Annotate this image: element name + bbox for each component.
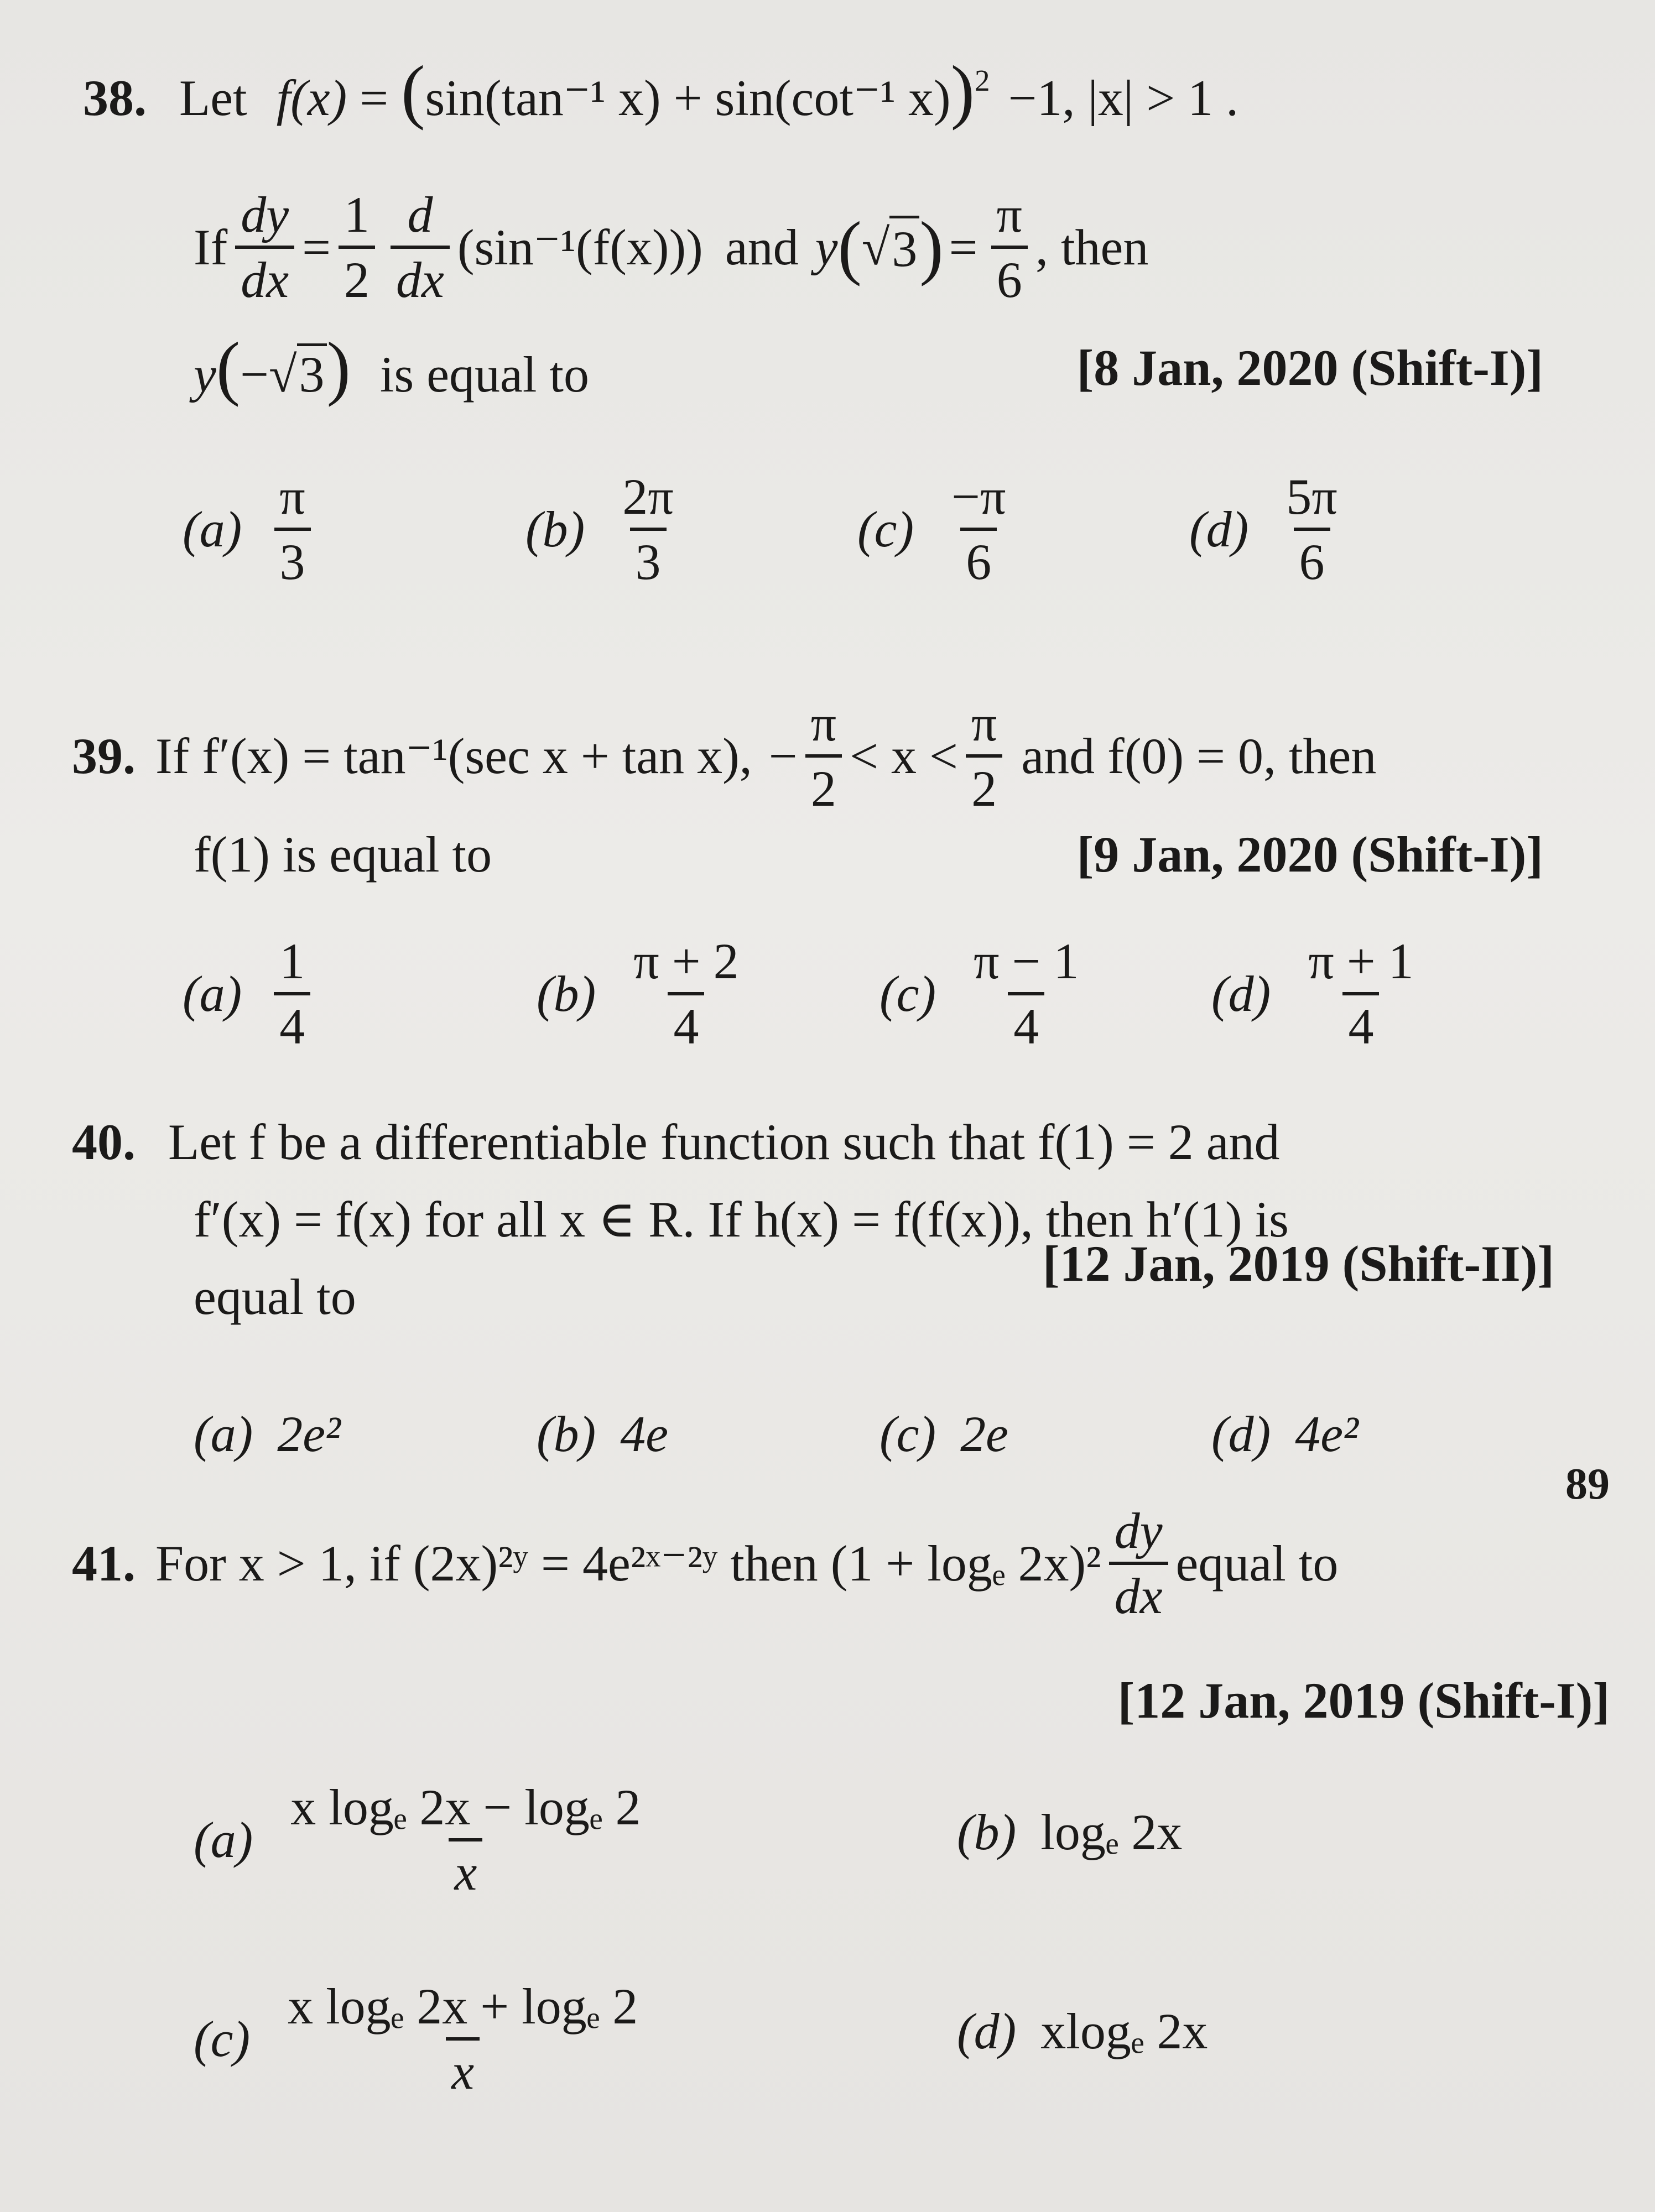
d-dx-fraction: $\frac{d}{dx}$ [391, 188, 450, 306]
q38-line1: 38. Let f(x) = (sin(tan⁻¹ x) + sin(cot⁻¹ x))$^2$ −1, |x| > 1 . [83, 51, 1239, 131]
q38-fx: f(x) [276, 70, 347, 126]
q39-neg: − [768, 728, 798, 784]
q41-text: For x > 1, if (2x)²ʸ = 4e²ˣ⁻²ʸ then (1 + logₑ 2x)² [155, 1535, 1101, 1592]
option-d[interactable]: (d) $\frac{5\pi}{6}$ [1189, 468, 1337, 590]
dy-dx-fraction: $\frac{dy}{dx}$ [1109, 1504, 1168, 1623]
q40-line3-text: equal to [194, 1269, 356, 1325]
q38-sqrt-arg2: 3 [297, 343, 327, 403]
source-tag: [9 Jan, 2020 (Shift-I)] [1076, 826, 1543, 883]
half-fraction: $\frac{1}{2}$ [339, 188, 375, 306]
q39-line2 [194, 824, 1610, 885]
q38-if: If [194, 219, 228, 275]
option-d[interactable]: (d) 4e² [1211, 1406, 1359, 1462]
option-a[interactable]: (a) $\frac{\pi}{3}$ [183, 470, 319, 588]
q38-line3: y(−√3) is equal to [8 Jan, 2020 (Shift-I)] [194, 328, 1543, 408]
q39-line1 [72, 697, 1376, 815]
q40-line3 [194, 1235, 1610, 1327]
q40-line1 [72, 1112, 1280, 1172]
option-a[interactable]: (a) $\frac{\text{x logₑ 2x − logₑ 2}}{x}$ [194, 1779, 641, 1901]
q38-y2: y [194, 346, 216, 403]
question-number: 38. [83, 70, 147, 126]
pi-half-fraction: $\frac{\pi}{2}$ [805, 697, 842, 815]
pi-six-fraction: $\frac{\pi}{6}$ [991, 188, 1028, 306]
q39-lt: < x < [850, 728, 958, 784]
page-number: 89 [1565, 1460, 1610, 1509]
option-a[interactable]: (a) 2e² [194, 1406, 341, 1462]
q38-power: 2 [974, 63, 990, 97]
option-c[interactable]: (c) $\frac{\pi - 1}{4}$ [879, 933, 1079, 1055]
option-b[interactable]: (b) $\frac{2\pi}{3}$ [525, 468, 674, 590]
q38-then: , then [1035, 219, 1149, 275]
q39-text: If f′(x) = tan⁻¹(sec x + tan x), [155, 728, 752, 784]
q38-and: and [725, 219, 799, 275]
q38-eq2: = [302, 219, 331, 275]
q40-line1-text: Let f be a differentiable function such that f(1) = 2 and [168, 1114, 1280, 1170]
q38-sin-part: (sin⁻¹(f(x))) [457, 219, 703, 275]
option-b[interactable]: (b) $\frac{\pi + 2}{4}$ [537, 933, 739, 1055]
q41-tail: equal to [1175, 1535, 1339, 1592]
q38-is-equal: is equal to [379, 346, 589, 403]
pi-half-fraction: $\frac{\pi}{2}$ [966, 697, 1002, 815]
source-tag: [8 Jan, 2020 (Shift-I)] [1076, 340, 1543, 396]
q39-and: and f(0) = 0, then [1021, 728, 1377, 784]
q41-line1 [72, 1504, 1338, 1623]
source-tag: [12 Jan, 2019 (Shift-II)] [1042, 1235, 1554, 1292]
q38-expr: sin(tan⁻¹ x) + sin(cot⁻¹ x) [425, 70, 951, 126]
q39-text2: f(1) is equal to [194, 826, 492, 883]
option-c[interactable]: (c) 2e [879, 1406, 1008, 1462]
dy-dx-fraction: $\frac{dy}{dx}$ [235, 188, 294, 306]
q38-eq: = [360, 70, 389, 126]
q38-tail: −1, |x| > 1 . [1008, 70, 1239, 126]
option-d[interactable]: (d) $\frac{\pi + 1}{4}$ [1211, 933, 1414, 1055]
option-b[interactable]: (b) logₑ 2x [957, 1804, 1183, 1860]
question-number: 41. [72, 1535, 136, 1592]
source-tag: [12 Jan, 2019 (Shift-I)] [1117, 1672, 1610, 1729]
option-b[interactable]: (b) 4e [537, 1406, 669, 1462]
option-d[interactable]: (d) xlogₑ 2x [957, 2003, 1208, 2059]
question-number: 40. [72, 1114, 136, 1170]
question-number: 39. [72, 728, 136, 784]
q38-sqrt-arg: 3 [889, 216, 919, 279]
q38-line2: If $\frac{dy}{dx}$ = $\frac{1}{2}$ $\frac{d}{dx}$ (sin⁻¹(f(x))) and y ( √ 3 ) = $\frac{\pi}{6}$ , then [194, 186, 1149, 308]
option-c[interactable]: (c) $\frac{\text{x logₑ 2x + logₑ 2}}{x}$ [194, 1978, 638, 2100]
q40-line2-text: f′(x) = f(x) for all x ∈ R. If h(x) = f(f(x)), then h′(1) is [194, 1191, 1289, 1248]
q38-minus: − [240, 346, 269, 403]
option-c[interactable]: (c) $\frac{-\pi}{6}$ [857, 468, 1006, 590]
q38-y: y [815, 219, 838, 275]
q38-intro: Let [179, 70, 247, 126]
option-a[interactable]: (a) $\frac{1}{4}$ [183, 935, 318, 1053]
